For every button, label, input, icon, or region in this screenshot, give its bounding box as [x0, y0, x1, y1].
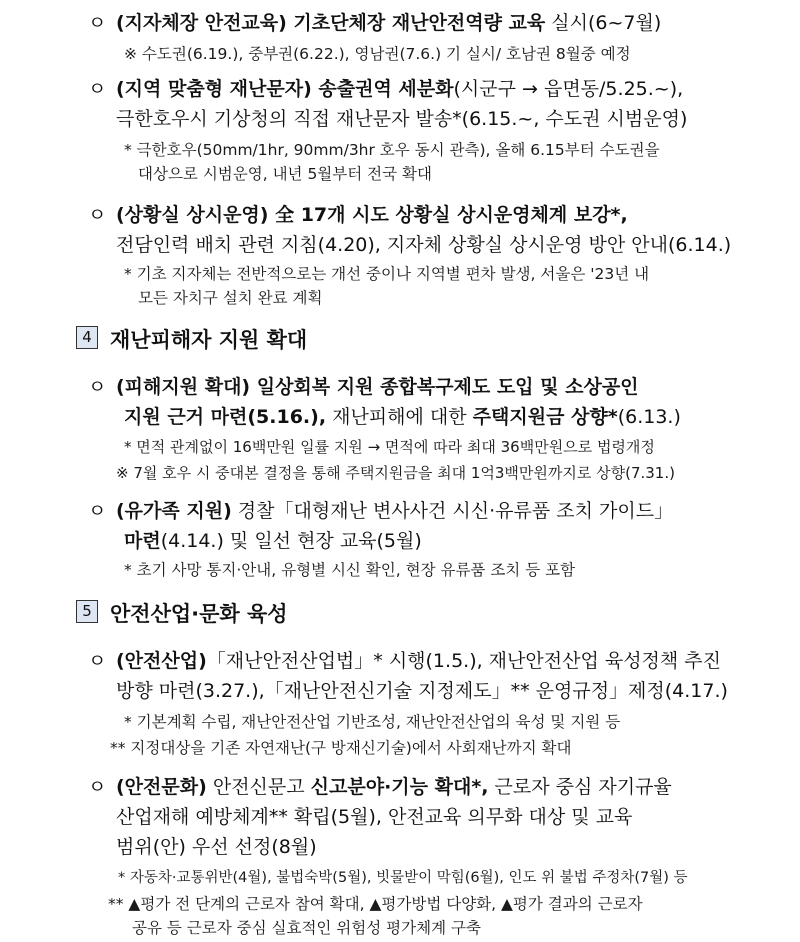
section-title: 안전산업·문화 육성: [110, 602, 288, 626]
item-line: (안전산업)「재난안전산업법」* 시행(1.5.), 재난안전산업 육성정책 추진: [116, 650, 722, 672]
item-line: (피해지원 확대) 일상회복 지원 종합복구제도 도입 및 소상공인: [116, 376, 639, 398]
bullet-icon: ㅇ: [88, 376, 107, 398]
bullet-icon: ㅇ: [88, 12, 107, 34]
bullet-icon: ㅇ: [88, 650, 107, 672]
item-line: (지역 맞춤형 재난문자) 송출권역 세분화(시군구 → 읍면동/5.25.~),: [116, 78, 684, 100]
section-number: 5: [76, 600, 98, 623]
item-line: 마련(4.14.) 및 일선 현장 교육(5월): [124, 530, 422, 552]
item-line: 전담인력 배치 관련 지침(4.20), 지자체 상황실 상시운영 방안 안내(6.14.): [116, 234, 732, 256]
item-note: * 기초 지자체는 전반적으로는 개선 중이나 지역별 편차 발생, 서울은 '23년 내: [124, 265, 650, 283]
item-line: 산업재해 예방체계** 확립(5월), 안전교육 의무화 대상 및 교육: [116, 806, 633, 828]
bullet-icon: ㅇ: [88, 500, 107, 522]
item-line: (상황실 상시운영) 全 17개 시도 상황실 상시운영체계 보강*,: [116, 204, 628, 226]
item-note: ※ 7월 호우 시 중대본 결정을 통해 주택지원금을 최대 1억3백만원까지로 상향(7.31.): [116, 464, 675, 482]
item-note: 모든 자치구 설치 완료 계획: [138, 289, 323, 307]
item-note: 공유 등 근로자 중심 실효적인 위험성 평가체계 구축: [132, 919, 481, 937]
item-line: 범위(안) 우선 선정(8월): [116, 836, 317, 858]
item-note: * 면적 관계없이 16백만원 일률 지원 → 면적에 따라 최대 36백만원으로 법령개정: [124, 438, 655, 456]
bullet-icon: ㅇ: [88, 204, 107, 226]
section-number: 4: [76, 326, 98, 349]
section-title: 재난피해자 지원 확대: [110, 328, 308, 352]
item-note: ** ▲평가 전 단계의 근로자 참여 확대, ▲평가방법 다양화, ▲평가 결과의 근로자: [108, 895, 643, 913]
bullet-icon: ㅇ: [88, 776, 107, 798]
item-line: (유가족 지원) 경찰「대형재난 변사사건 시신·유류품 조치 가이드」: [116, 500, 674, 522]
item-line: (지자체장 안전교육) 기초단체장 재난안전역량 교육 실시(6~7월): [116, 12, 662, 34]
item-line: 지원 근거 마련(5.16.), 재난피해에 대한 주택지원금 상향*(6.13.): [124, 406, 681, 428]
item-note: * 자동차·교통위반(4월), 불법숙박(5월), 빗물받이 막힘(6월), 인도 위 불법 주정차(7월) 등: [118, 870, 688, 886]
item-note: * 극한호우(50mm/1hr, 90mm/3hr 호우 동시 관측), 올해 6.15부터 수도권을: [124, 141, 660, 159]
item-line: 방향 마련(3.27.),「재난안전신기술 지정제도」** 운영규정」제정(4.17.): [116, 680, 728, 702]
item-note: * 기본계획 수립, 재난안전산업 기반조성, 재난안전산업의 육성 및 지원 등: [124, 713, 621, 731]
item-line: 극한호우시 기상청의 직접 재난문자 발송*(6.15.~, 수도권 시범운영): [116, 108, 688, 130]
item-line: (안전문화) 안전신문고 신고분야·기능 확대*, 근로자 중심 자기규율: [116, 776, 672, 798]
item-note: ※ 수도권(6.19.), 중부권(6.22.), 영남권(7.6.) 기 실시/ 호남권 8월중 예정: [124, 45, 631, 63]
item-note: ** 지정대상을 기존 자연재난(구 방재신기술)에서 사회재난까지 확대: [110, 739, 572, 757]
item-note: 대상으로 시범운영, 내년 5월부터 전국 확대: [138, 165, 432, 183]
bullet-icon: ㅇ: [88, 78, 107, 100]
item-note: * 초기 사망 통지·안내, 유형별 시신 확인, 현장 유류품 조치 등 포함: [124, 561, 576, 579]
